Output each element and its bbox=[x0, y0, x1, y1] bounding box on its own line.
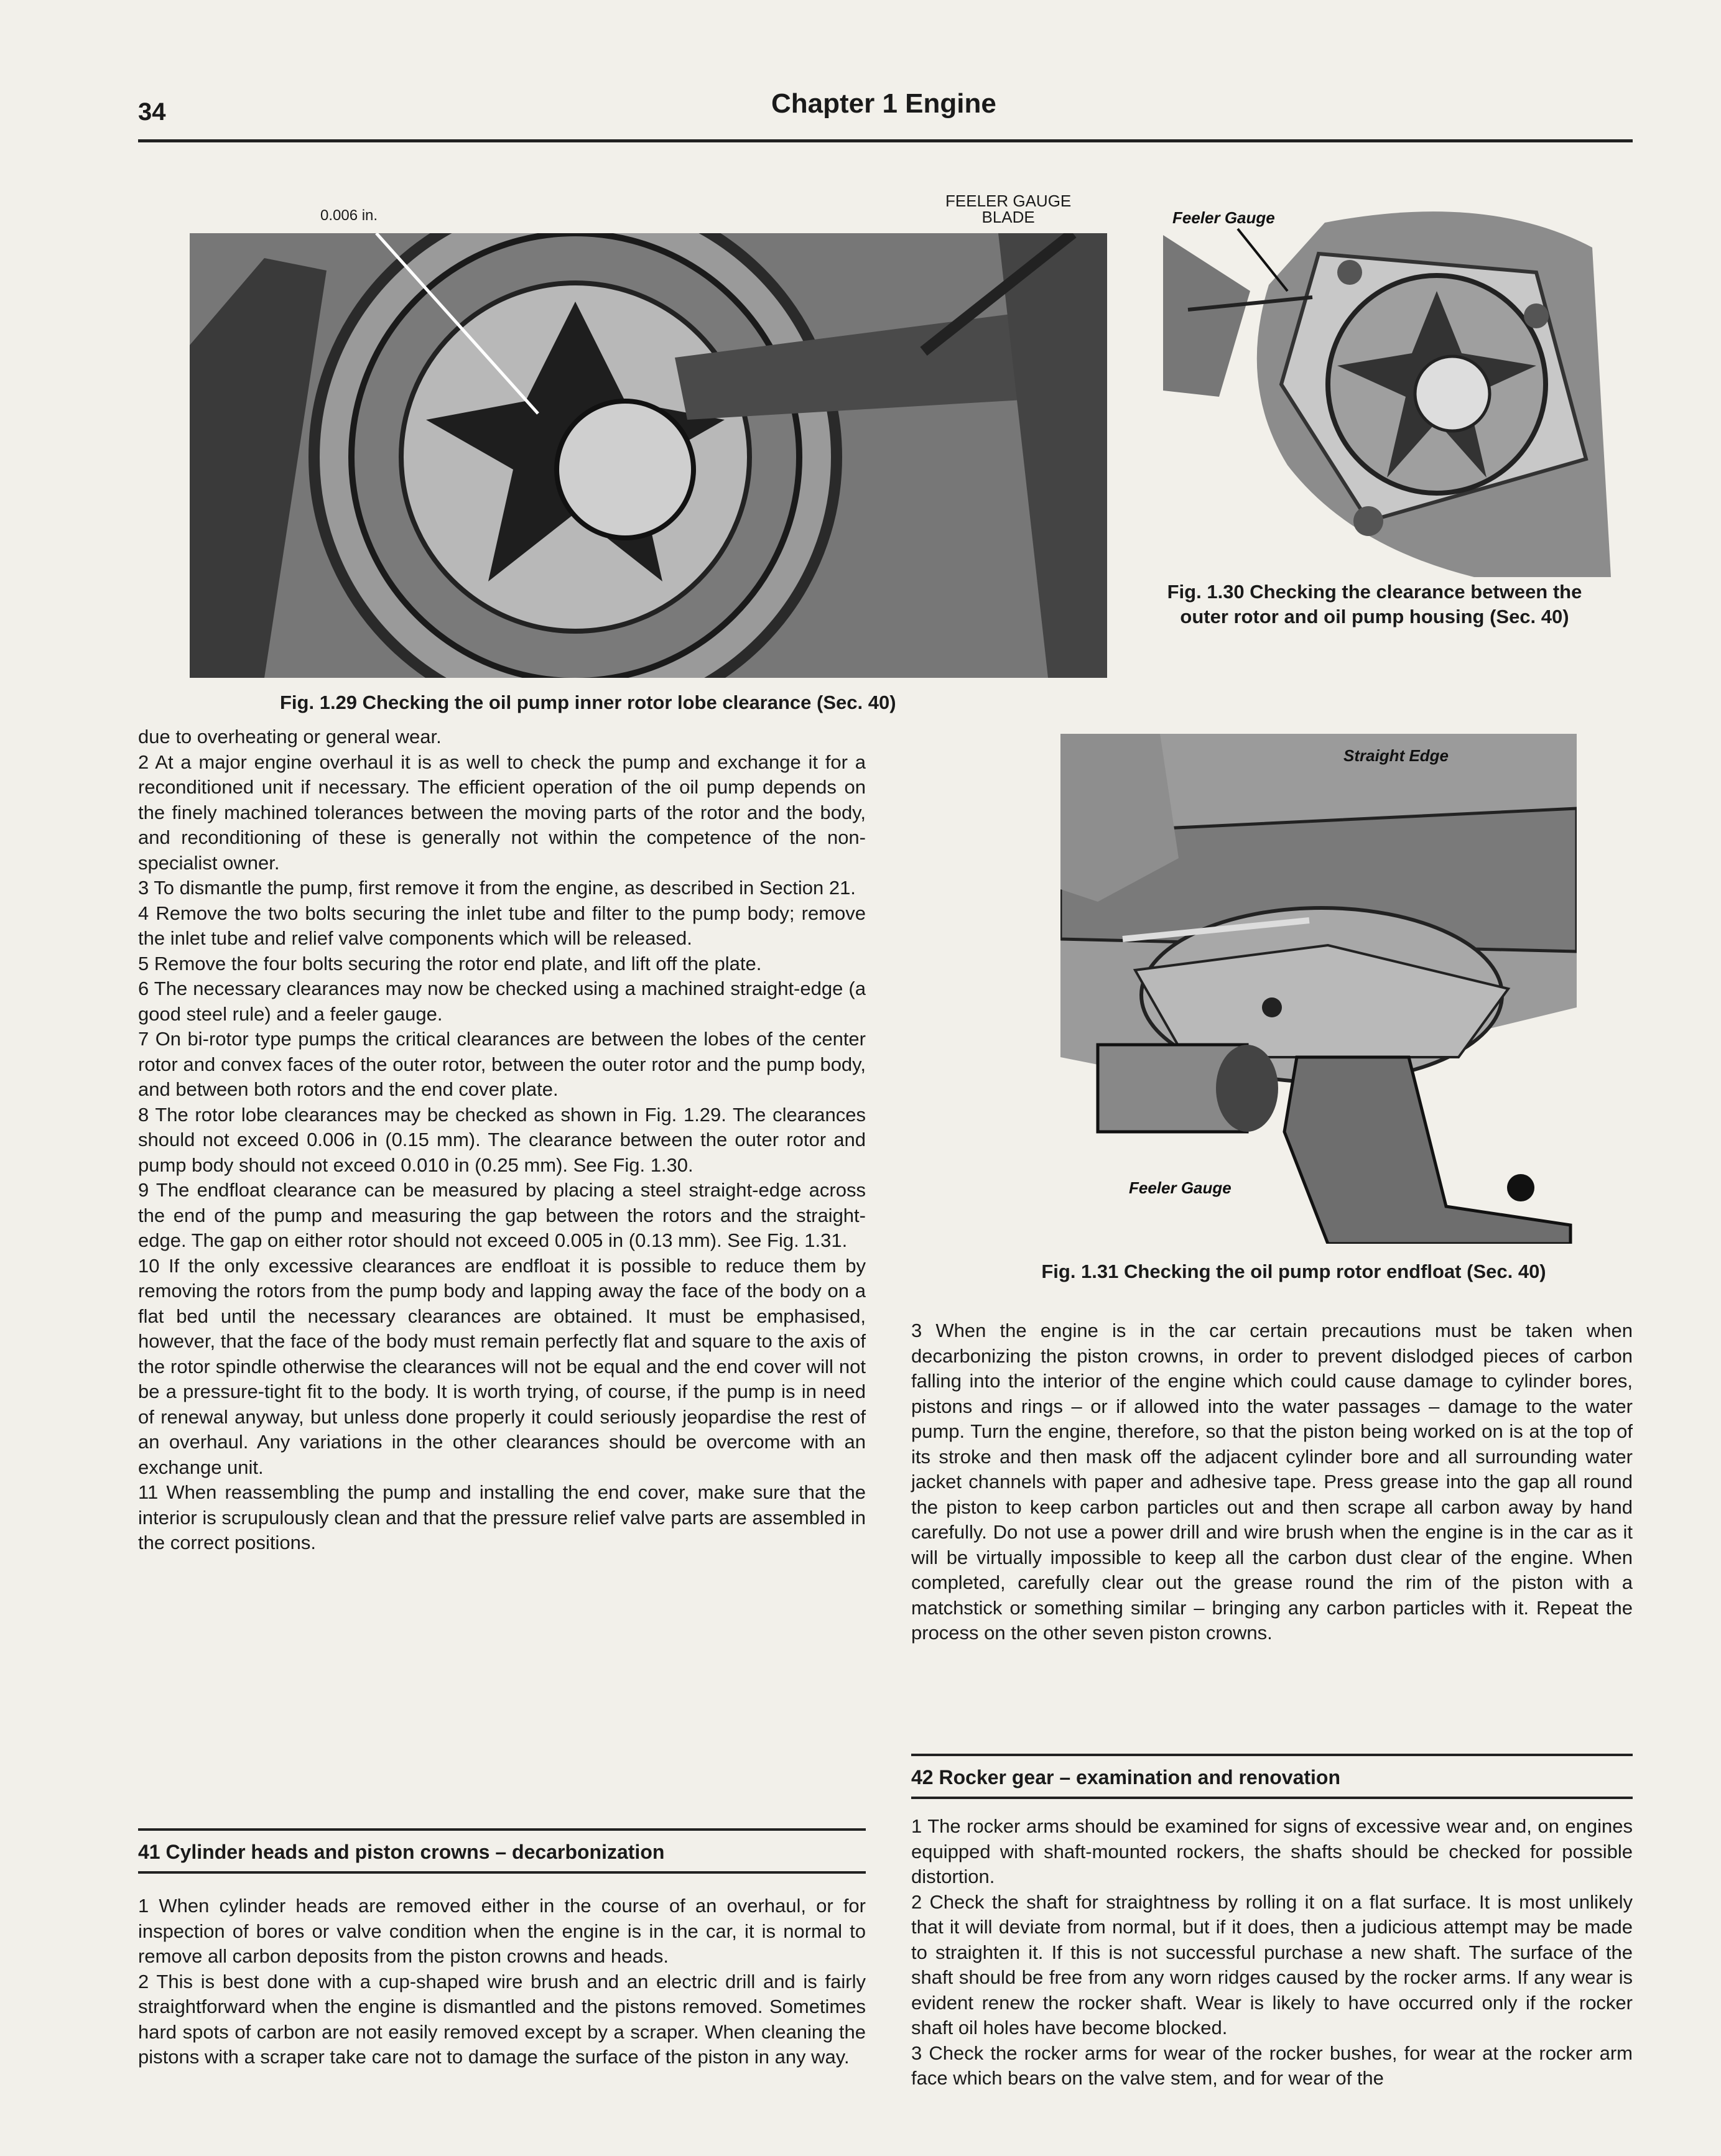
section-42-header bbox=[911, 1754, 1633, 1799]
section-42-text bbox=[911, 1814, 1633, 2091]
fig-1-30-feeler-label: Feeler Gauge bbox=[1172, 208, 1275, 227]
paragraph: 9 The endfloat clearance can be measured by placing a steel straight-edge across the end of the pump and measuring the gap between the rotors and the straight-edge. The gap on either rotor should not exceed 0.005 in (0.13 mm). See Fig. 1.31. bbox=[138, 1179, 866, 1251]
paragraph: 8 The rotor lobe clearances may be checked as shown in Fig. 1.29. The clearances should not exceed 0.006 in (0.15 mm). The clearance between the outer rotor and pump body should not exceed 0.010 in (0.25 mm). See Fig. 1.30. bbox=[138, 1103, 866, 1176]
paragraph: 2 Check the shaft for straightness by rolling it on a flat surface. It is most unlikely that it will deviate from normal, but if it does, then a judicious attempt may be made to straighten it. If this is not successful purchase a new shaft. The surface of the shaft should be free from any worn ridges caused by the rocker arms. If any wear is evident renew the rocker shaft. Wear is likely to have occurred only if the rocker shaft oil holes have become blocked. bbox=[911, 1890, 1633, 2038]
right-column-text bbox=[911, 1318, 1633, 1646]
fig-1-31-feeler-label: Feeler Gauge bbox=[1129, 1178, 1232, 1197]
fig-1-30-caption: Fig. 1.30 Checking the clearance between the outer rotor and oil pump housing (Sec. 40) bbox=[1167, 581, 1582, 627]
section-rule-bottom bbox=[911, 1797, 1633, 1799]
paragraph: 5 Remove the four bolts securing the rotor end plate, and lift off the plate. bbox=[138, 952, 762, 974]
section-41-text bbox=[138, 1894, 866, 2070]
left-column-text bbox=[138, 724, 866, 1556]
fig-1-31-photo bbox=[1060, 734, 1577, 1244]
paragraph: due to overheating or general wear. bbox=[138, 726, 442, 747]
fig-1-29-blade-label: FEELER GAUGE BLADE bbox=[945, 192, 1072, 226]
paragraph: 3 When the engine is in the car certain precautions must be taken when decarbonizing the piston crowns, in order to prevent dislodged pieces of carbon falling into the interior of the engine which could cause damage to cylinder bores, pistons and rings – or if allowed into the water passages – damage to the water pump. Turn the engine, therefore, so that the piston being worked on is at the top of its stroke and then mask off the adjacent cylinder bore and all surrounding water jacket channels with paper and adhesive tape. Press grease into the gap all round the piston to keep carbon particles out and then scrape all carbon away by hand carefully. Do not use a power drill and wire brush when the engine is in the car as it will be virtually impossible to keep all the carbon dust clear of the engine. When completed, carefully clear out the grease round the rim of the piston with a matchstick or something similar – bringing any carbon particles with it. Repeat the process on the other seven piston crowns. bbox=[911, 1320, 1633, 1644]
paragraph: 3 Check the rocker arms for wear of the rocker bushes, for wear at the rocker arm face which bears on the valve stem, and for wear of the bbox=[911, 2042, 1633, 2089]
paragraph: 2 This is best done with a cup-shaped wire brush and an electric drill and is fairly straightforward when the engine is dismantled and the pistons removed. Sometimes hard spots of carbon are not easily removed except by a scraper. When cleaning the pistons with a scraper take care not to damage the surface of the piston in any way. bbox=[138, 1970, 866, 2068]
section-41-heading: 41 Cylinder heads and piston crowns – decarbonization bbox=[138, 1841, 665, 1863]
fig-1-29-clearance-label: 0.006 in. bbox=[320, 207, 378, 224]
paragraph: 3 To dismantle the pump, first remove it from the engine, as described in Section 21. bbox=[138, 877, 856, 899]
header-rule bbox=[138, 139, 1633, 142]
paragraph: 1 The rocker arms should be examined for signs of excessive wear and, on engines equipped with shaft-mounted rockers, the shafts should be checked for possible distortion. bbox=[911, 1815, 1633, 1887]
fig-1-31-caption: Fig. 1.31 Checking the oil pump rotor endfloat (Sec. 40) bbox=[1041, 1261, 1546, 1282]
paragraph: 11 When reassembling the pump and installing the end cover, make sure that the interior is scrupulously clean and that the pressure relief valve parts are assembled in the correct positions. bbox=[138, 1481, 866, 1553]
chapter-title: Chapter 1 Engine bbox=[771, 88, 996, 119]
paragraph: 10 If the only excessive clearances are endfloat it is possible to reduce them by removing the rotors from the pump body and lapping away the face of the body on a flat bed until the necessary clearances are obtained. It must be emphasised, however, that the face of the body must remain perfectly flat and square to the axis of the rotor spindle otherwise the clearances will not be equal and the end cover will not be a pressure-tight fit to the body. It is worth trying, of course, if the pump is in need of renewal anyway, but unless done properly it could seriously jeopardise the rest of an overhaul. Any variations in the other clearances should be overcome with an exchange unit. bbox=[138, 1254, 866, 1478]
paragraph: 7 On bi-rotor type pumps the critical clearances are between the lobes of the center rotor and convex faces of the outer rotor, between the outer rotor and the pump body, and between both rotors and the end cover plate. bbox=[138, 1028, 866, 1100]
section-rule-bottom bbox=[138, 1871, 866, 1874]
paragraph: 6 The necessary clearances may now be checked using a machined straight-edge (a good steel rule) and a feeler gauge. bbox=[138, 978, 866, 1025]
paragraph: 2 At a major engine overhaul it is as well to check the pump and exchange it for a reconditioned unit if necessary. The efficient operation of the oil pump depends on the finely machined tolerances between the moving parts of the rotor and the body, and reconditioning of these is generally not within the competence of the non-specialist owner. bbox=[138, 751, 866, 874]
section-41-header bbox=[138, 1828, 866, 1874]
paragraph: 4 Remove the two bolts securing the inlet tube and filter to the pump body; remove the inlet tube and relief valve components which will be released. bbox=[138, 902, 866, 949]
fig-1-31-straight-edge-label: Straight Edge bbox=[1343, 746, 1449, 765]
page-number: 34 bbox=[138, 98, 166, 126]
fig-1-29-photo bbox=[190, 233, 1107, 678]
paragraph: 1 When cylinder heads are removed either in the course of an overhaul, or for inspection of bores or valve condition when the engine is in the car, it is normal to remove all carbon deposits from the piston crowns and heads. bbox=[138, 1895, 866, 1967]
fig-1-29-caption: Fig. 1.29 Checking the oil pump inner rotor lobe clearance (Sec. 40) bbox=[280, 692, 896, 713]
fig-1-30-photo bbox=[1163, 198, 1611, 577]
section-42-heading: 42 Rocker gear – examination and renovation bbox=[911, 1766, 1341, 1788]
